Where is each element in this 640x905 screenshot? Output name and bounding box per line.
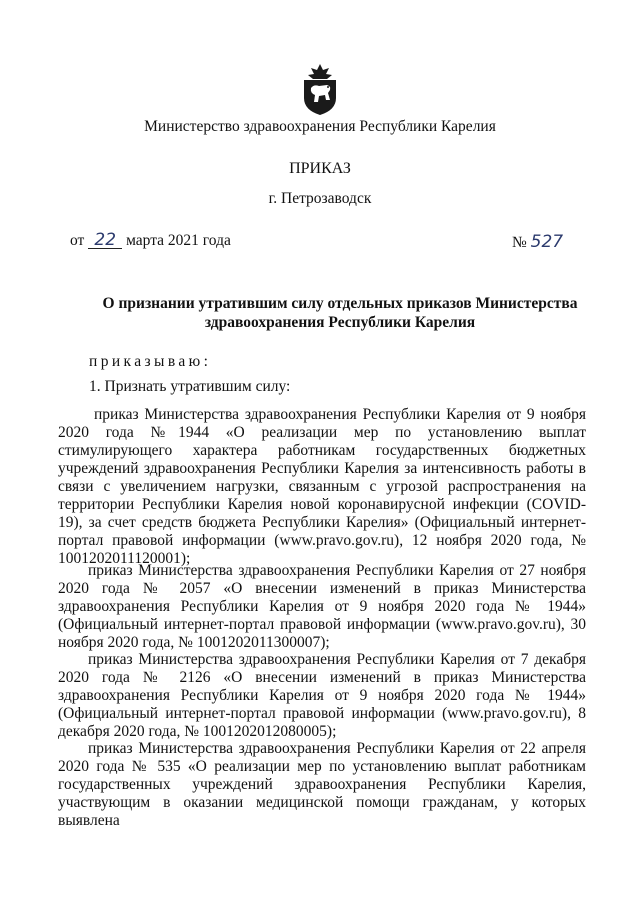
document-heading	[95, 294, 585, 332]
number-handwritten: 527	[530, 232, 564, 252]
karelia-coat-of-arms-icon	[299, 62, 341, 116]
ministry-name: Министерство здравоохранения Республики Карелия	[144, 118, 496, 135]
order-date	[70, 232, 231, 250]
paragraph-order-2126: приказ Министерства здравоохранения Республики Карелия от 7 декабря 2020 года № 2126 «О внесении изменений в приказ Министерства здравоохранения Республики Карелия от 9 ноября 2020 года № 1944» (Официальный интернет-портал правовой информации (www.pravo.gov.ru), 8 декабря 2020 года, № 1001202012080005);	[58, 651, 586, 740]
order-title: ПРИКАЗ	[289, 160, 351, 177]
date-month-year: марта 2021 года	[126, 232, 231, 249]
order-number	[512, 232, 563, 252]
number-prefix: №	[512, 234, 527, 251]
date-day-handwritten: 22	[94, 230, 117, 250]
heading-line-1: О признании утратившим силу отдельных приказов Министерства	[102, 295, 578, 312]
paragraph-order-1944: приказ Министерства здравоохранения Республики Карелия от 9 ноября 2020 года №1944 «О реализации мер по установлению выплат стимулирующего характера работникам государственных бюджетных учреждений здравоохранения Республики Карелия за интенсивность работы в связи с увеличением нагрузки, связанным с угрозой распространения на территории Республики Карелия новой коронавирусной инфекции (COVID-19), за счет средств бюджета Республики Карелия» (Официальный интернет-портал правовой информации (www.pravo.gov.ru), 12 ноября 2020 года, № 1001202011120001);	[58, 406, 586, 567]
order-word: приказываю:	[89, 353, 212, 370]
date-prefix: от	[70, 232, 85, 249]
item-1: 1. Признать утратившим силу:	[89, 378, 291, 395]
paragraph-order-2057: приказ Министерства здравоохранения Республики Карелия от 27 ноября 2020 года № 2057 «О внесении изменений в приказ Министерства здравоохранения Республики Карелия от 9 ноября 2020 года № 1944» (Официальный интернет-портал правовой информации (www.pravo.gov.ru), 30 ноября 2020 года, № 1001202011300007);	[58, 562, 586, 651]
city: г. Петрозаводск	[268, 190, 372, 207]
paragraph-order-535: приказ Министерства здравоохранения Республики Карелия от 22 апреля 2020 года № 535 «О реализации мер по установлению выплат работникам государственных учреждений здравоохранения Республики Карелия, участвующим в оказании медицинской помощи гражданам, у которых выявлена	[58, 740, 586, 829]
heading-line-2: здравоохранения Республики Карелия	[204, 314, 476, 331]
